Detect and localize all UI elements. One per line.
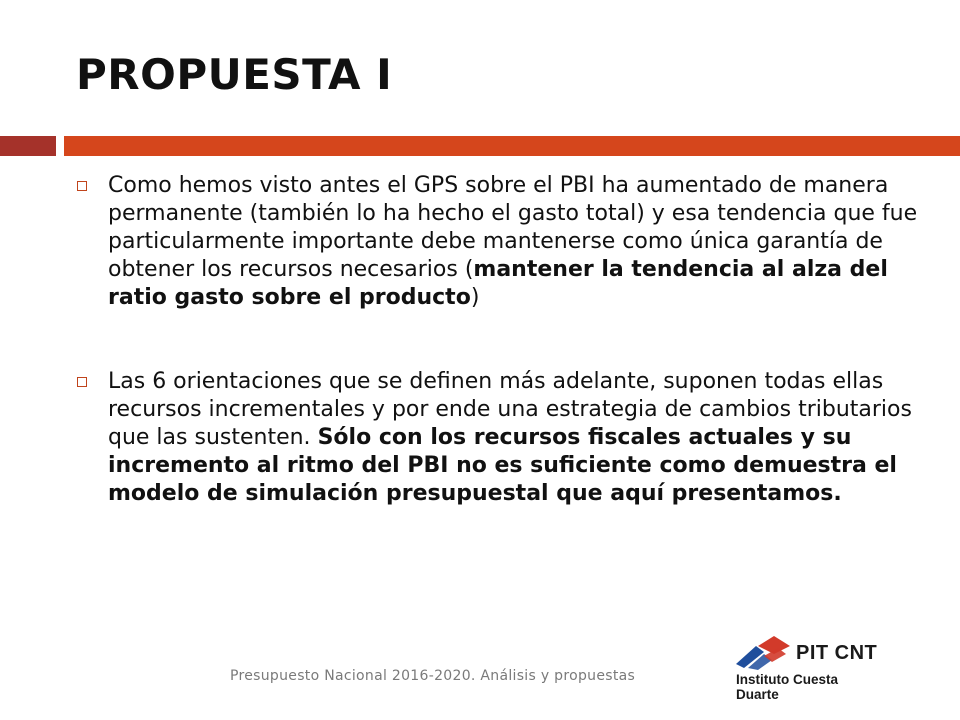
bullet-2-text: Las 6 orientaciones que se definen más adelante, suponen todas ellas recursos incrementales y por ende una estrategia de cambios tributarios que las sustenten. (108, 369, 912, 450)
bullet-1-after: ) (470, 285, 480, 310)
bullet-2-bold: Sólo con los recursos fiscales actuales y su incremento al ritmo del PBI no es suficiente como demuestra el modelo de simulación presupuestal que aquí presentamos. (108, 425, 897, 506)
title-rule-right (64, 136, 960, 156)
footer-text: Presupuesto Nacional 2016-2020. Análisis y propuestas (230, 668, 636, 684)
logo-subtitle: Instituto Cuesta Duarte (736, 672, 839, 702)
square-bullet-icon (77, 377, 87, 387)
logo-name: PIT CNT (796, 642, 878, 664)
title-rule-left (0, 136, 56, 156)
square-bullet-icon (77, 181, 87, 191)
bullet-1-bold: mantener la tendencia al alza del ratio gasto sobre el producto (108, 257, 888, 310)
bullet-item-2 (74, 368, 920, 508)
slide-title: PROPUESTA I (76, 50, 393, 99)
bullet-list (74, 172, 920, 564)
bullet-item-1 (74, 172, 920, 312)
bullet-1-text: Como hemos visto antes el GPS sobre el PBI ha aumentado de manera permanente (también lo ha hecho el gasto total) y esa tendencia que fue particularmente importante debe mantenerse como única garantía de obtener los recursos necesarios ( (108, 173, 918, 282)
pit-cnt-logo (730, 630, 880, 702)
pit-cnt-logo-icon (734, 634, 792, 670)
